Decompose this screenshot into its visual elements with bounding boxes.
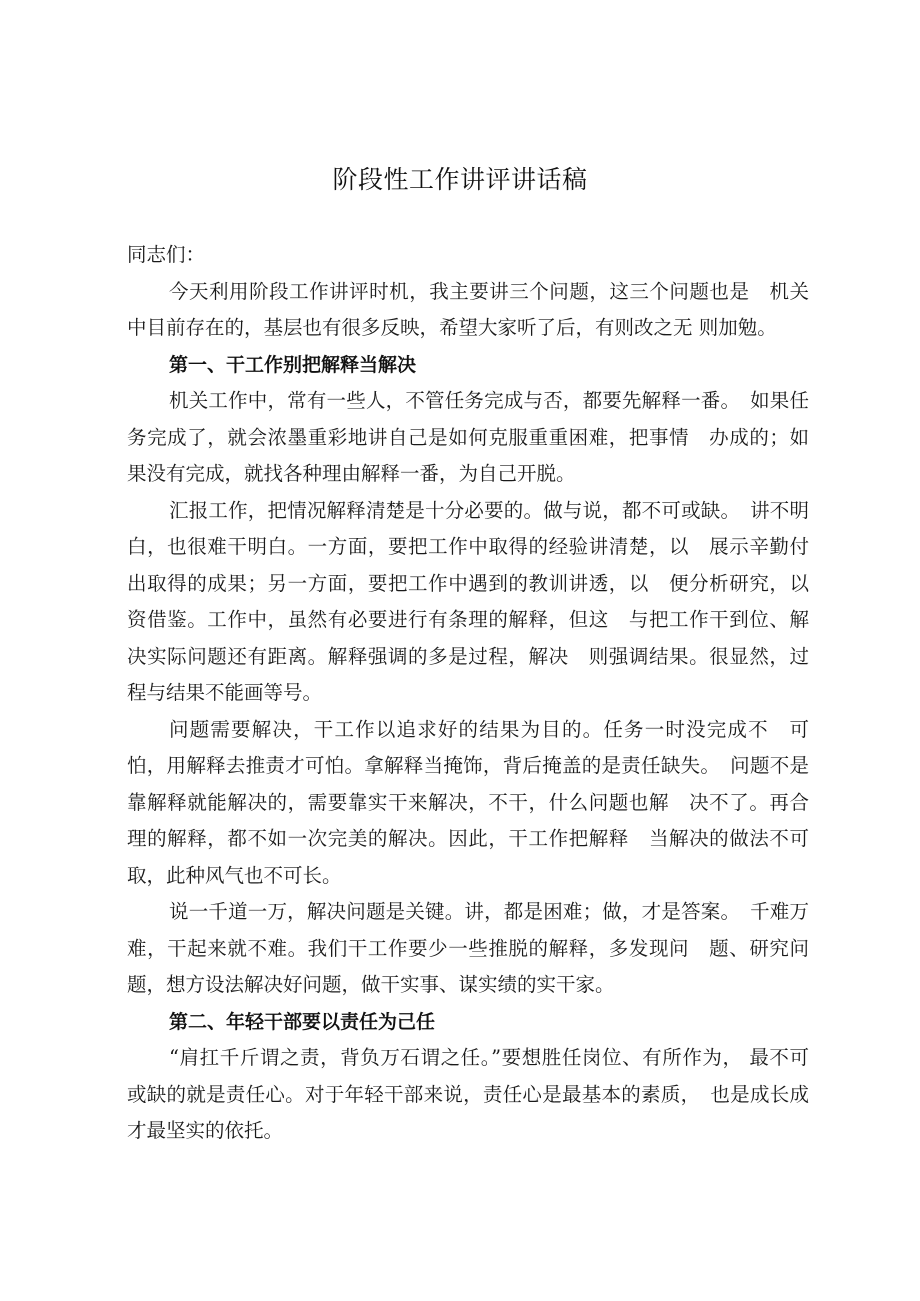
section-heading-2: 第二、年轻干部要以责任为己任 <box>169 1010 436 1033</box>
paragraph-2-1: “肩扛千斤谓之责，背负万石谓之任。”要想胜任岗位、有所作为， 最不可或缺的就是责任心。对于年轻干部来说，责任心是最基本的素质， 也是成长成才最坚实的依托。 <box>127 1046 809 1142</box>
paragraph-intro: 今天利用阶段工作讲评时机，我主要讲三个问题，这三个问题也是 机关中目前存在的，基层也有很多反映，希望大家听了后，有则改之无 则加勉。 <box>127 279 809 339</box>
document-body <box>127 237 809 1150</box>
paragraph-1-3: 问题需要解决，干工作以追求好的结果为目的。任务一时没完成不 可怕，用解释去推责才可怕。拿解释当掩饰，背后掩盖的是责任缺失。 问题不是靠解释就能解决的，需要靠实干来解决，不干，什么问题也解 决不了。再合理的解释，都不如一次完美的解决。因此，干工作把解释 当解决的做法不可取，此种风气也不可长。 <box>127 717 809 887</box>
paragraph-1-4: 说一千道一万，解决问题是关键。讲，都是困难；做，才是答案。 千难万难，干起来就不难。我们干工作要少一些推脱的解释，多发现问 题、研究问题，想方设法解决好问题，做干实事、谋实绩的实干家。 <box>127 900 809 996</box>
paragraph-1-2: 汇报工作，把情况解释清楚是十分必要的。做与说，都不可或缺。 讲不明白，也很难干明白。一方面，要把工作中取得的经验讲清楚，以 展示辛勤付出取得的成果；另一方面，要把工作中遇到的教训讲透，以 便分析研究，以资借鉴。工作中，虽然有必要进行有条理的解释，但这 与把工作干到位、解决实际问题还有距离。解释强调的多是过程，解决 则强调结果。很显然，过程与结果不能画等号。 <box>127 498 809 704</box>
section-heading-1: 第一、干工作别把解释当解决 <box>169 353 417 376</box>
document-title: 阶段性工作讲评讲话稿 <box>332 165 588 194</box>
salutation: 同志们： <box>127 243 206 266</box>
paragraph-1-1: 机关工作中，常有一些人，不管任务完成与否，都要先解释一番。 如果任务完成了，就会浓墨重彩地讲自己是如何克服重重困难，把事情 办成的；如果没有完成，就找各种理由解释一番，为自己开脱。 <box>127 389 809 485</box>
